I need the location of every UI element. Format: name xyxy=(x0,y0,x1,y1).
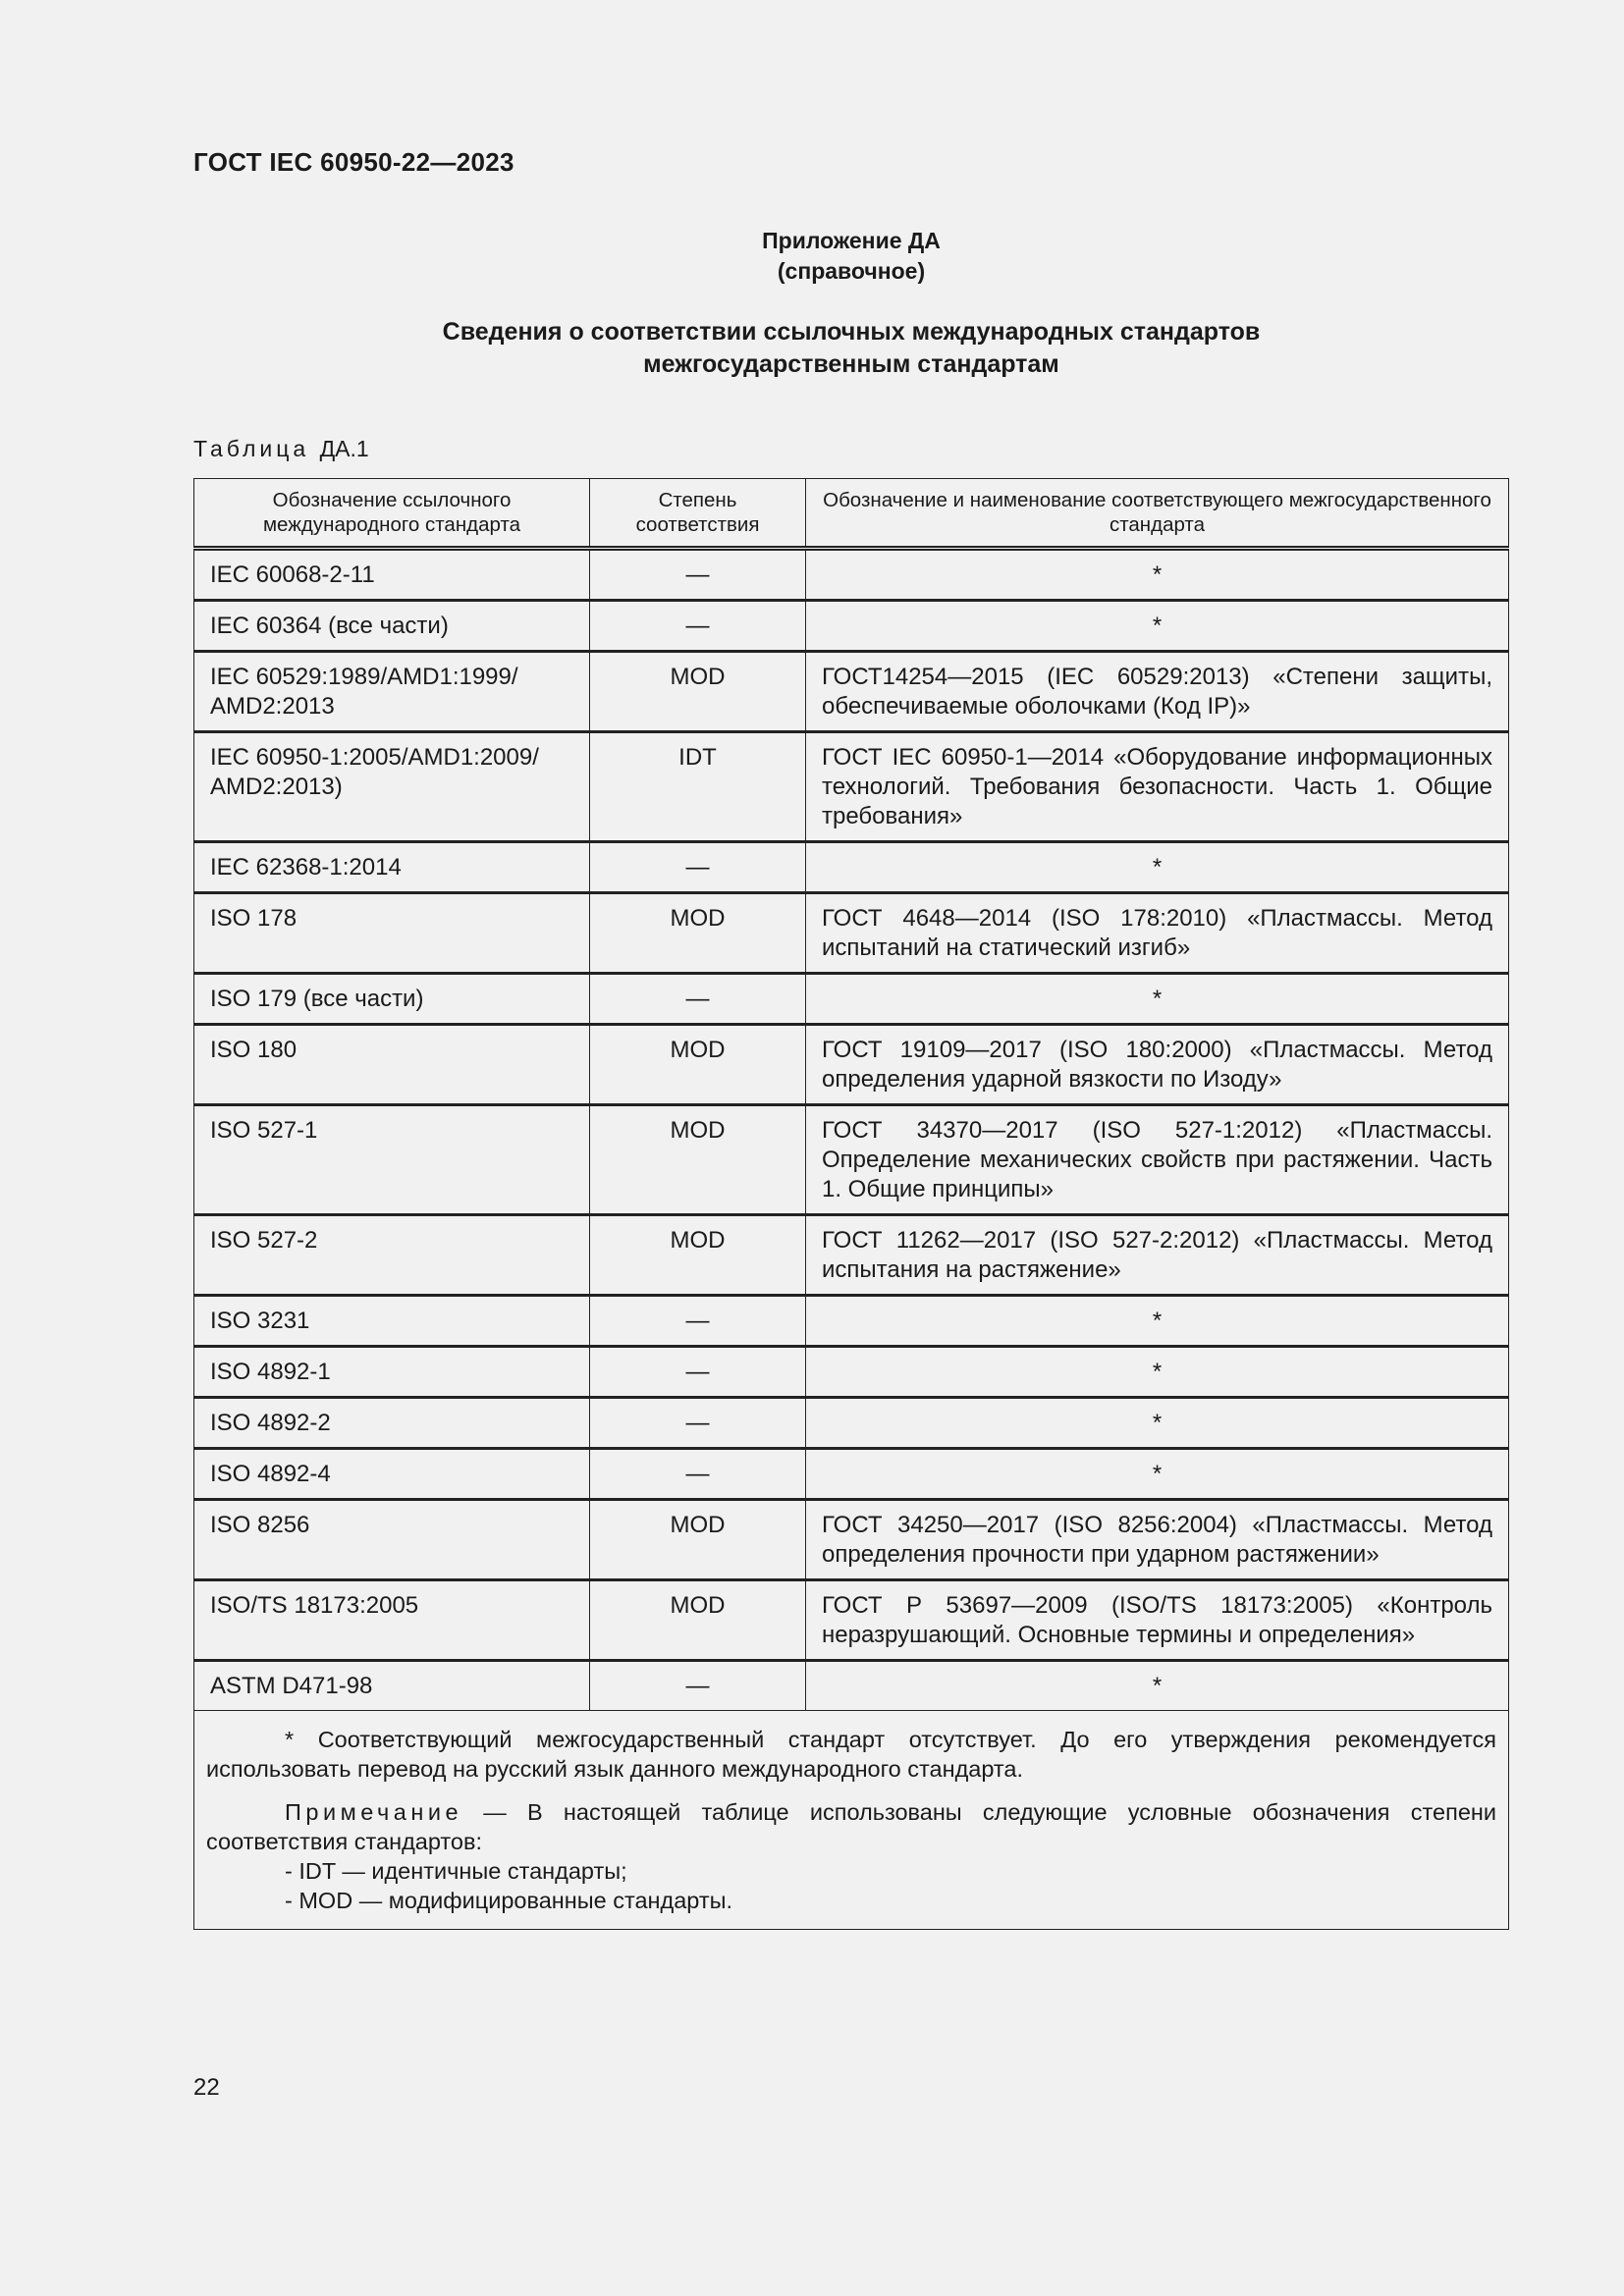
cell-degree: — xyxy=(590,1296,806,1347)
annex-heading xyxy=(0,226,1624,287)
section-title xyxy=(0,316,1624,381)
section-title-line1: Сведения о соответствии ссылочных международных стандартов xyxy=(442,318,1261,346)
table-row xyxy=(194,652,1509,732)
cell-degree: — xyxy=(590,1449,806,1500)
standards-table xyxy=(193,478,1509,1930)
cell-degree: MOD xyxy=(590,1215,806,1296)
table-row xyxy=(194,1105,1509,1215)
annex-title: Приложение ДА xyxy=(762,228,941,253)
cell-international-standard: IEC 60950-1:2005/AMD1:2009/ AMD2:2013) xyxy=(194,732,590,842)
note-item-mod: - MOD — модифицированные стандарты. xyxy=(285,1888,733,1913)
cell-degree: — xyxy=(590,974,806,1025)
cell-degree: MOD xyxy=(590,893,806,974)
cell-international-standard: IEC 62368-1:2014 xyxy=(194,842,590,893)
cell-interstate-standard: ГОСТ 34250—2017 (ISO 8256:2004) «Пластмассы. Метод определения прочности при ударном растяжении» xyxy=(806,1500,1509,1580)
cell-interstate-standard: ГОСТ IEC 60950-1—2014 «Оборудование информационных технологий. Требования безопасности. Часть 1. Общие требования» xyxy=(806,732,1509,842)
table-caption-word: Таблица xyxy=(193,436,310,461)
table-row xyxy=(194,732,1509,842)
section-title-line2: межгосударственным стандартам xyxy=(643,350,1059,378)
cell-interstate-standard: ГОСТ14254—2015 (IEC 60529:2013) «Степени защиты, обеспечиваемые оболочками (Код IP)» xyxy=(806,652,1509,732)
cell-degree: MOD xyxy=(590,1580,806,1661)
table-row xyxy=(194,974,1509,1025)
cell-international-standard: IEC 60068-2-11 xyxy=(194,549,590,601)
table-row xyxy=(194,893,1509,974)
cell-degree: MOD xyxy=(590,652,806,732)
cell-international-standard: ISO 4892-2 xyxy=(194,1398,590,1449)
cell-interstate-standard: * xyxy=(806,1661,1509,1711)
cell-degree: — xyxy=(590,842,806,893)
table-row xyxy=(194,601,1509,652)
table-row xyxy=(194,1500,1509,1580)
table-caption xyxy=(193,436,369,462)
table-notes xyxy=(194,1711,1509,1930)
table-row xyxy=(194,1215,1509,1296)
cell-interstate-standard: * xyxy=(806,1398,1509,1449)
cell-international-standard: IEC 60364 (все части) xyxy=(194,601,590,652)
cell-degree: — xyxy=(590,549,806,601)
cell-international-standard: ISO 180 xyxy=(194,1025,590,1105)
note-text: — В настоящей таблице использованы следующие условные обозначения степени соответствия стандартов: xyxy=(206,1799,1496,1854)
cell-international-standard: ISO 8256 xyxy=(194,1500,590,1580)
cell-interstate-standard: ГОСТ Р 53697—2009 (ISO/TS 18173:2005) «Контроль неразрушающий. Основные термины и определения» xyxy=(806,1580,1509,1661)
table-row xyxy=(194,1449,1509,1500)
cell-interstate-standard: ГОСТ 4648—2014 (ISO 178:2010) «Пластмассы. Метод испытаний на статический изгиб» xyxy=(806,893,1509,974)
header-international-standard: Обозначение ссылочного международного стандарта xyxy=(194,479,590,549)
table-notes-row xyxy=(194,1711,1509,1930)
cell-international-standard: ISO 4892-4 xyxy=(194,1449,590,1500)
cell-degree: IDT xyxy=(590,732,806,842)
cell-degree: — xyxy=(590,1661,806,1711)
table-row xyxy=(194,1398,1509,1449)
cell-degree: — xyxy=(590,601,806,652)
table-row xyxy=(194,1580,1509,1661)
cell-degree: MOD xyxy=(590,1105,806,1215)
cell-interstate-standard: * xyxy=(806,1449,1509,1500)
cell-degree: MOD xyxy=(590,1500,806,1580)
cell-international-standard: ISO 527-1 xyxy=(194,1105,590,1215)
table-row xyxy=(194,1347,1509,1398)
table-row xyxy=(194,1025,1509,1105)
header-interstate-standard: Обозначение и наименование соответствующего межгосударственного стандарта xyxy=(806,479,1509,549)
page-number: 22 xyxy=(193,2074,220,2101)
cell-international-standard: ISO 179 (все части) xyxy=(194,974,590,1025)
cell-interstate-standard: ГОСТ 34370—2017 (ISO 527-1:2012) «Пластмассы. Определение механических свойств при растяжении. Часть 1. Общие принципы» xyxy=(806,1105,1509,1215)
cell-interstate-standard: * xyxy=(806,549,1509,601)
table-caption-number: ДА.1 xyxy=(319,436,369,461)
header-degree: Степень соответствия xyxy=(590,479,806,549)
document-code: ГОСТ IEC 60950-22—2023 xyxy=(193,147,514,177)
cell-interstate-standard: * xyxy=(806,1296,1509,1347)
footnote: * Соответствующий межгосударственный стандарт отсутствует. До его утверждения рекомендуется использовать перевод на русский язык данного международного стандарта. xyxy=(206,1727,1496,1782)
cell-international-standard: IEC 60529:1989/AMD1:1999/ AMD2:2013 xyxy=(194,652,590,732)
cell-international-standard: ISO/TS 18173:2005 xyxy=(194,1580,590,1661)
table-header-row xyxy=(194,479,1509,549)
note-item-idt: - IDT — идентичные стандарты; xyxy=(285,1858,627,1884)
cell-interstate-standard: * xyxy=(806,601,1509,652)
table-row xyxy=(194,1296,1509,1347)
table-row xyxy=(194,842,1509,893)
cell-interstate-standard: * xyxy=(806,974,1509,1025)
cell-interstate-standard: * xyxy=(806,842,1509,893)
cell-interstate-standard: * xyxy=(806,1347,1509,1398)
cell-international-standard: ISO 527-2 xyxy=(194,1215,590,1296)
cell-interstate-standard: ГОСТ 19109—2017 (ISO 180:2000) «Пластмассы. Метод определения ударной вязкости по Изоду» xyxy=(806,1025,1509,1105)
note xyxy=(206,1797,1496,1856)
cell-degree: MOD xyxy=(590,1025,806,1105)
note-label: Примечание xyxy=(285,1799,463,1825)
cell-international-standard: ISO 178 xyxy=(194,893,590,974)
cell-international-standard: ISO 4892-1 xyxy=(194,1347,590,1398)
cell-international-standard: ISO 3231 xyxy=(194,1296,590,1347)
table-row xyxy=(194,1661,1509,1711)
cell-international-standard: ASTM D471-98 xyxy=(194,1661,590,1711)
cell-degree: — xyxy=(590,1398,806,1449)
annex-type: (справочное) xyxy=(777,258,926,284)
cell-interstate-standard: ГОСТ 11262—2017 (ISO 527-2:2012) «Пластмассы. Метод испытания на растяжение» xyxy=(806,1215,1509,1296)
cell-degree: — xyxy=(590,1347,806,1398)
table-row xyxy=(194,549,1509,601)
